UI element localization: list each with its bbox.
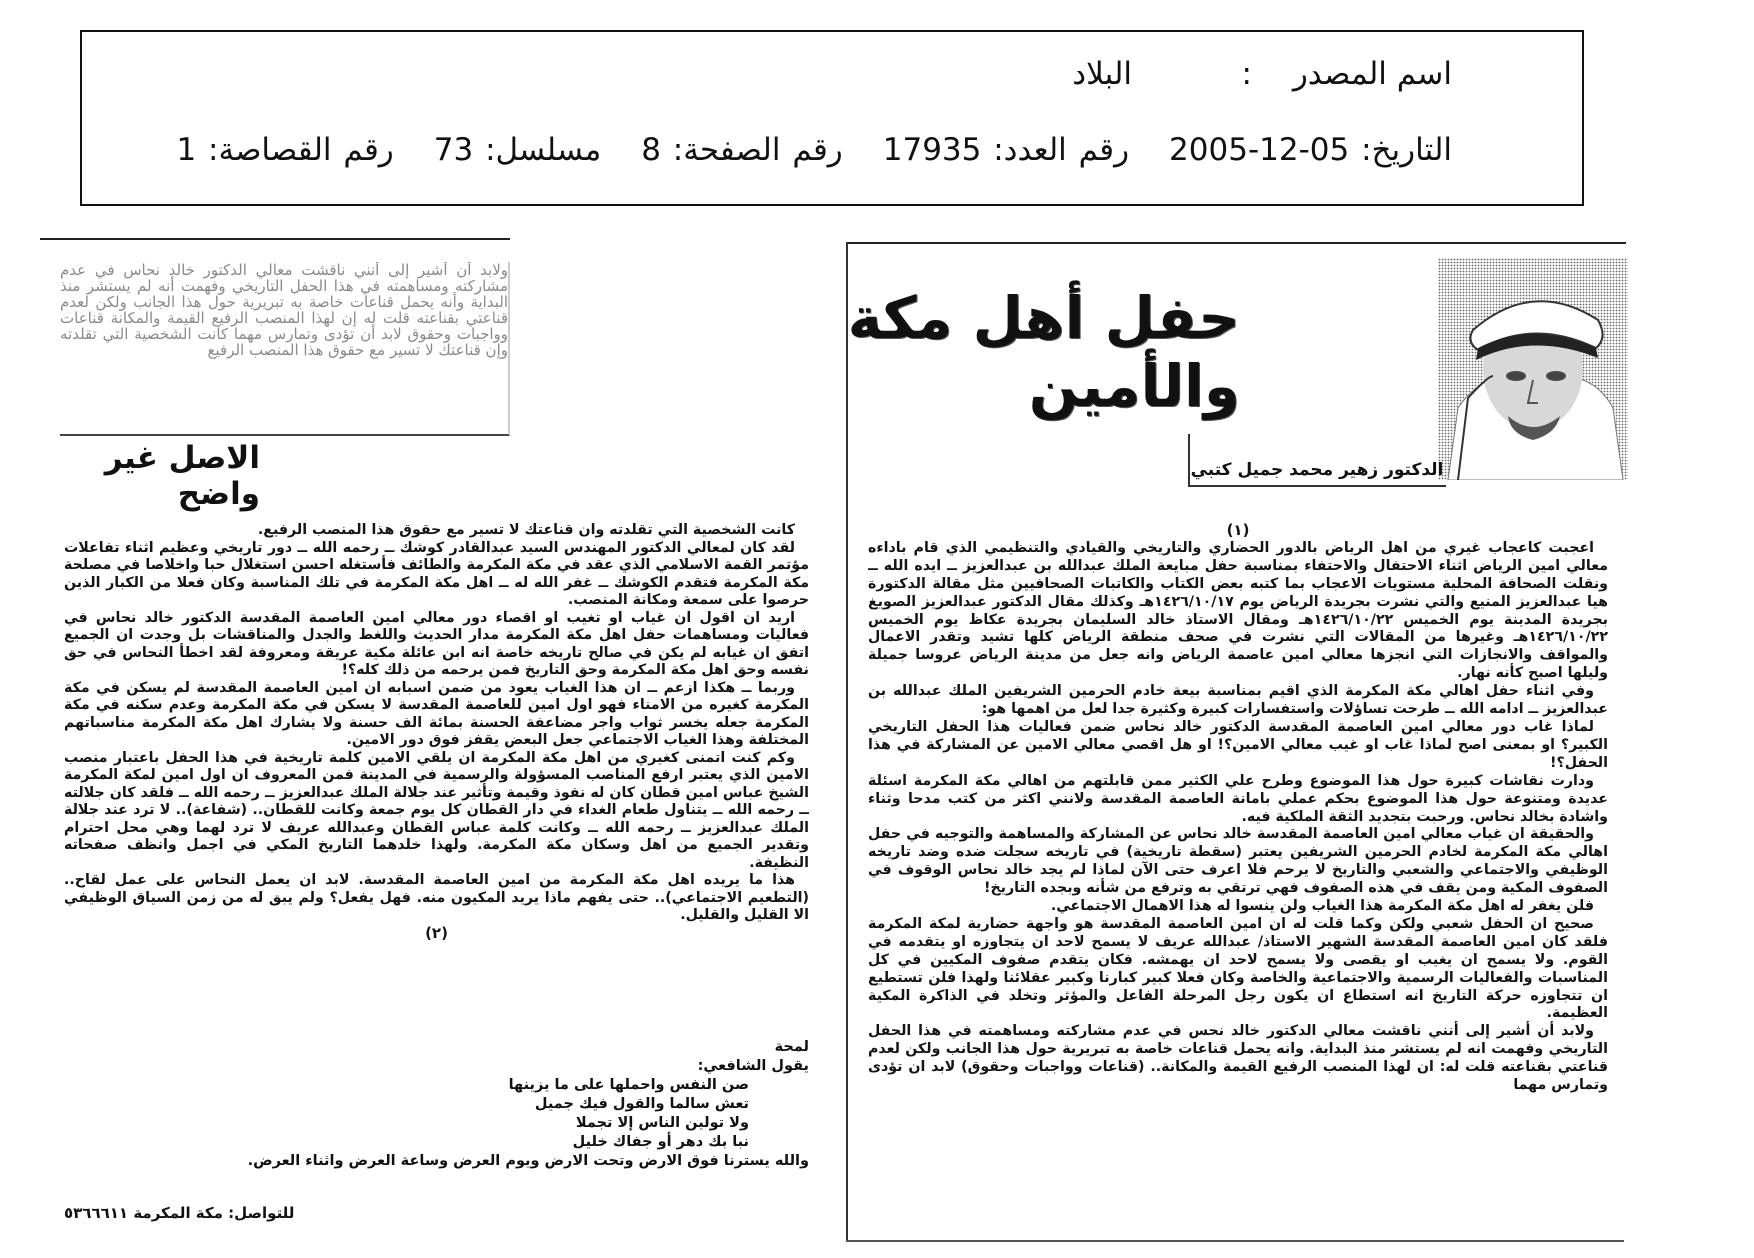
- poem-intro: يقول الشافعي:: [697, 1058, 809, 1074]
- section-number-2: (٢): [425, 923, 448, 942]
- paragraph: كانت الشخصية التي تقلدته وان قناعتك لا تسير مع حقوق هذا المنصب الرفيع.: [257, 522, 795, 538]
- paragraph: اريد ان اقول ان غياب او تغيب او اقصاء دور معالي امين العاصمة المقدسة الدكتور خالد نحاس في فعاليات ومساهمات حفل اهل مكة المكرمة مدار الحديث واللغط والجدل والمناقشات بل وجدت ان الجميع اتفق ان غيابه لم يكن في صالح تاريخه خاصة انه ابن عائلة مكية عريقة ومعروفة لقد اخطأ النحاس في حق نفسه وحق اهل مكة المكرمة وحق التاريخ فمن يرحمه من ذلك كله؟!: [64, 609, 809, 678]
- paragraph: ودارت نقاشات كبيرة حول هذا الموضوع وطرح علي الكثير ممن قابلتهم من اهالي مكة المكرمة اسئلة عديدة ومتنوعة حول هذا الموضوع بحكم عملي بامانة العاصمة المقدسة ولانني اكثر من كتب مدحا وثناء واشادة بخالد نحاس. ورحبت بتجديد الثقة الملكية فيه.: [868, 772, 1608, 825]
- article-bottom-border: [846, 1240, 1624, 1242]
- page-field: رقم الصفحة: 8: [641, 132, 843, 168]
- paragraph: فلن يغفر له اهل مكة المكرمة هذا الغياب ولن ينسوا له هذا الاهمال الاجتماعي.: [1050, 898, 1594, 915]
- source-value: البلاد: [1072, 56, 1132, 92]
- poem-verse: تعش سالما والقول فيك جميل: [534, 1096, 749, 1112]
- paragraph: اعجبت كاعجاب غيري من اهل الرياض بالدور الحضاري والتاريخي والقيادي والتنظيمي الذي قام باداءه معالي امين الرياض اثناء الاحتفال والاحتفاء بمناسبة حفل مبايعة الملك عبدالله بن عبدالعزيز ــ ايده الله ــ ونقلت الصحافة المحلية مستويات الاعجاب بما كتبه بعض الكتاب والكاتبات الصحافيين مثل مقالة الدكتورة هيا عبدالعزيز المنيع والتي نشرت بجريدة الرياض يوم ١٤٢٦/١٠/١٧هـ وكذلك مقال الدكتور عبدالعزيز الصويغ بجريدة المدينة يوم الخميس ١٤٢٦/١٠/٢٢هـ ومقال الاستاذ خالد السليمان بجريدة عكاظ يوم الخميس ١٤٢٦/١٠/٢٢هـ وغيرها من المقالات التي نشرت في صحف منطقة الرياض كلها تشيد وتقدر الاعمال والمواقف والانجازات التي انجزها معالي امين عاصمة الرياض وانه جعل من مدينة الرياض عروسا جميلة وليلها اصبح كأنه نهار.: [868, 539, 1608, 682]
- source-header-box: [80, 30, 1584, 206]
- article-left-border: [846, 242, 848, 1242]
- paragraph: لماذا غاب دور معالي امين العاصمة المقدسة الدكتور خالد نحاس ضمن فعاليات هذا الحفل التاريخي الكبير؟ او بمعنى اصح لماذا غاب او غيب معالي الامين؟! او هل اقصي معالي الامين عن المشاركة في هذا الحفل؟!: [868, 718, 1608, 771]
- paragraph: هذا ما يريده اهل مكة المكرمة من امين العاصمة المقدسة. لابد ان يعمل النحاس على عمل لقاح.. (التطعيم الاجتماعي).. حتى يفهم ماذا يريد المكيون منه. فهل يفعل؟ ولم يبق له من زمن السياق الوظيفي الا القليل والقليل.: [64, 872, 809, 923]
- section-number-1: (١): [1226, 522, 1250, 539]
- serial-field: مسلسل: 73: [433, 132, 602, 168]
- right-top-rule: [846, 242, 1626, 244]
- source-line: [1072, 56, 1452, 92]
- poem-title: لمحة: [774, 1039, 809, 1055]
- paragraph: وفي اثناء حفل اهالي مكة المكرمة الذي اقيم بمناسبة بيعة خادم الحرمين الشريفين الملك عبدالله بن عبدالعزيز ــ ادامه الله ــ طرحت تساؤلات واستفسارات كبيرة وكثيرة جدا لعل من اهمها هو:: [868, 683, 1608, 718]
- date-field: التاريخ: 05-12-2005: [1169, 132, 1452, 168]
- source-label: اسم المصدر: [1292, 56, 1452, 92]
- paragraph: والحقيقة ان غياب معالي امين العاصمة المقدسة خالد نحاس عن المشاركة والمساهمة والتوجيه في حفل اهالي مكة المكرمة لخادم الحرمين الشريفين يعتبر (سقطة تاريخية) في تاريخه سجلت ضده وضد تاريخه الوظيفي والاجتماعي والشعبي والتاريخ لا يرحم فلا اعرف حتى الآن لماذا لم يجد خالد نحاس الوقوف في الصفوف المكية ومن يقف في هذه الصفوف فهي ترتقي به وترفع من شأنه وبجده التاريخ!: [868, 826, 1608, 897]
- issue-field: رقم العدد: 17935: [882, 132, 1130, 168]
- clip-field: رقم القصاصة: 1: [176, 132, 394, 168]
- poem-verse: نبا بك دهر أو جفاك خليل: [572, 1134, 749, 1150]
- article-column-right: [868, 522, 1608, 1222]
- poem-block: [64, 1038, 809, 1198]
- paragraph: ولابد أن أشير إلى أنني ناقشت معالي الدكتور خالد نحس في عدم مشاركته ومساهمته في هذا الحفل التاريخي وفهمت انه لم يستشر منذ البداية. وانه يحمل قناعات خاصة به تبريرية حول هذا الجانب ولكن لعدم قناعتي بقناعته قلت له: ان لهذا المنصب الرفيع القيمة والمكانة.. (قناعات وواجبات وحقوق) لابد ان تؤدى وتمارس مهما: [868, 1023, 1608, 1094]
- poem-verse: ولا تولين الناس إلا تجملا: [575, 1115, 749, 1131]
- faded-text-inset: ولابد أن أشير إلى أنني ناقشت معالي الدكتور خالد نحاس في عدم مشاركته ومساهمته في هذا الحفل التاريخي وفهمت أنه لم يستشر منذ البداية وأنه يحمل قناعات خاصة به تبريرية حول هذا الجانب ولكن لعدم قناعتي بقناعته قلت له إن لهذا المنصب الرفيع القيمة والمكانة قناعات وواجبات وحقوق لابد أن تؤدى وتمارس مهما كانت الشخصية التي تقلدته وإن قناعتك لا تسير مع حقوق هذا المنصب الرفيع: [60, 262, 510, 436]
- paragraph: لقد كان لمعالي الدكتور المهندس السيد عبدالقادر كوشك ــ رحمه الله ــ دور تاريخي وعظيم اثناء تفاعلات مؤتمر القمة الاسلامي الذي عقد في مكة المكرمة والطائف فأستغله احسن استغلال حبا واخلاصا في مصلحة مكة المكرمة فتقدم الكوشك ــ غفر الله له ــ اهل مكة المكرمة في تلك المناسبة وكان فعلا من الكبار الذين حرصوا على سمعة ومكانة المنصب.: [64, 539, 809, 608]
- left-top-rule: [40, 238, 510, 240]
- paragraph: صحيح ان الحفل شعبي ولكن وكما قلت له ان امين العاصمة المقدسة هو واجهة حضارية لمكة المكرمة فلقد كان امين العاصمة المقدسة الشهير الاستاذ/ عبدالله عريف لا يسمح لاحد ان يتجاوزه او يتقدمه في القوم. ولا يسمح ان يغيب او يقصى ولا يسمح لاحد ان يهمشه. فكان يتقدم صفوف المكيين في كل المناسبات والفعاليات الرسمية والاجتماعية والخاصة وكان فعلا كبير كبارنا وكبير عقلائنا ولهذا فلن تستطيع ان تتجاوزه حركة التاريخ انه استطاع ان يكون رجل المرحلة الفاعل والمؤثر وتخلد في الذاكرة المكية العظيمة.: [868, 915, 1608, 1022]
- source-colon: :: [1241, 56, 1252, 92]
- author-byline: الدكتور زهير محمد جميل كتبي: [1188, 455, 1446, 487]
- paragraph: وكم كنت اتمنى كغيري من اهل مكة المكرمة ان يلقي الامين كلمة تاريخية في هذا الحفل باعتبار منصب الامين الذي يعتبر ارفع المناصب المسؤولة والرسمية في المدينة فمن المعروف ان اول امين لمكة المكرمة الشيخ عباس امين قطان كان له نفوذ وقيمة وتأثير عند جلالة الملك عبدالعزيز ــ رحمه الله ــ فلقد كان جلالته ــ رحمه الله ــ يتناول طعام الغداء في دار القطان كل يوم جمعة وكانت للقطان.. (شفاعة).. لا ترد عند جلالة الملك عبدالعزيز ــ رحمه الله ــ وكانت كلمة عباس القطان وعبدالله عريف لا ترد لهما وهي محل احترام وتقدير الجميع من اهل وسكان مكة المكرمة. ولهذا خلدهما التاريخ المكي في اجمل وانظف صفحاته النظيفة.: [64, 749, 809, 871]
- poem-closing: والله يسترنا فوق الارض وتحت الارض ويوم العرض وساعة العرض واثناء العرض.: [247, 1153, 809, 1169]
- contact-line: للتواصل: مكة المكرمة ٥٣٦٦٦١١: [64, 1204, 295, 1222]
- meta-line: [136, 132, 1452, 168]
- paragraph: وربما ــ هكذا ازعم ــ ان هذا الغياب يعود من ضمن اسبابه ان امين العاصمة المقدسة لم يسكن في مكة المكرمة كغيره من الامناء فهو اول امين للعاصمة المقدسة لا يسكن في مكة المكرمة وعدم سكنه في مكة المكرمة جعله يخسر ثواب واجر مضاعفة الحسنة بمائة الف حسنة ولا يشارك اهل مكة المكرمة مناسباتهم المختلفة وهذا الغياب الاجتماعي جعل البعض يقفز فوق دور الامين.: [64, 679, 809, 748]
- article-headline: حفل أهل مكة والأمين: [847, 284, 1240, 420]
- original-not-clear-note: الاصل غير واضح: [104, 440, 260, 512]
- article-column-left: [64, 522, 809, 1032]
- poem-verse: صن النفس واحملها على ما يزينها: [508, 1077, 749, 1093]
- author-photo: [1438, 258, 1628, 480]
